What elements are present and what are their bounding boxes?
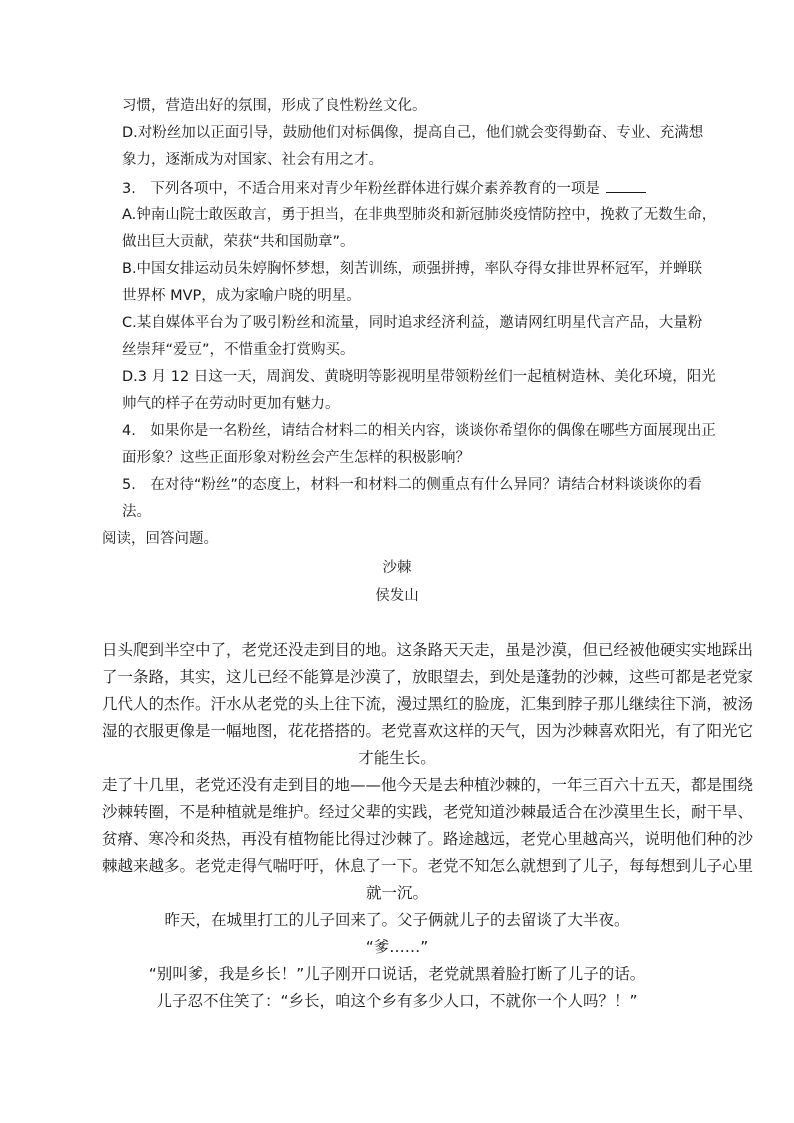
dialogue-line: 儿子忍不住笑了：“乡长，咱这个乡有多少人口，不就你一个人吗？！” xyxy=(156,992,638,1010)
option-b-line: 世界杯 MVP，成为家喻户晓的明星。 xyxy=(122,288,361,304)
paragraph-line: 几代人的杰作。汗水从老党的头上往下流，漫过黑红的脸庞，汇集到脖子那儿继续往下淌，被汤 xyxy=(102,695,754,713)
reading-instruction: 阅读，回答问题。 xyxy=(102,531,218,547)
option-b-line: B.中国女排运动员朱婷胸怀梦想，刻苦训练，顽强拼搏，率队夺得女排世界杯冠军，并蝉联 xyxy=(122,261,703,277)
dialogue-line: “别叫爹，我是乡长！”儿子刚开口说话，老党就黑着脸打断了儿子的话。 xyxy=(148,965,646,983)
paragraph-line: 昨天，在城里打工的儿子回来了。父子俩就儿子的去留谈了大半夜。 xyxy=(164,911,630,929)
paragraph-line: 日头爬到半空中了，老党还没走到目的地。这条路天天走，虽是沙漠，但已经被他硬实实地踩出 xyxy=(102,641,754,659)
option-d-line: 象力，逐渐成为对国家、社会有用之才。 xyxy=(122,152,383,168)
paragraph-line: 棘越来越多。老党走得气喘吁吁，休息了一下。老党不知怎么就想到了儿子，每每想到儿子心里 xyxy=(102,857,754,875)
paragraph-line: 湿的衣服更像是一幅地图，花花搭搭的。老党喜欢这样的天气，因为沙棘喜欢阳光，有了阳光它 xyxy=(102,722,754,740)
answer-blank xyxy=(606,178,646,193)
paragraph-line: 沙棘转圈，不是种植就是维护。经过父辈的实践，老党知道沙棘最适合在沙漠里生长，耐干旱、 xyxy=(102,803,754,821)
question-3-text: 3. 下列各项中，不适合用来对青少年粉丝群体进行媒介素养教育的一项是 xyxy=(122,181,600,197)
option-a-line: 做出巨大贡献，荣获“共和国勋章”。 xyxy=(122,234,355,250)
option-d-line: D.对粉丝加以正面引导，鼓励他们对标偶像，提高自己，他们就会变得勤奋、专业、充满想 xyxy=(122,125,704,141)
option-c-line: C.某自媒体平台为了吸引粉丝和流量，同时追求经济利益，邀请网红明星代言产品，大量粉 xyxy=(122,315,703,331)
question-4-line: 4. 如果你是一名粉丝，请结合材料二的相关内容，谈谈你希望你的偶像在哪些方面展现出正 xyxy=(122,423,716,439)
option-d-line: 帅气的样子在劳动时更加有魅力。 xyxy=(122,396,340,412)
option-a-line: A.钟南山院士敢医敢言，勇于担当，在非典型肺炎和新冠肺炎疫情防控中，挽救了无数生命， xyxy=(122,207,717,223)
question-4-line: 面形象？这些正面形象对粉丝会产生怎样的积极影响？ xyxy=(122,450,470,466)
question-3 xyxy=(122,178,646,199)
option-d-line: D.3 月 12 日这一天，周润发、黄晓明等影视明星带领粉丝们一起植树造林、美化环境，阳光 xyxy=(122,369,716,385)
paragraph-line: 贫瘠、寒冷和炎热，再没有植物能比得过沙棘了。路途越远，老党心里越高兴，说明他们种的沙 xyxy=(102,830,754,848)
paragraph-line: 才能生长。 xyxy=(358,749,436,767)
text-line: 习惯，营造出好的氛围，形成了良性粉丝文化。 xyxy=(122,98,427,114)
story-title: 沙棘 xyxy=(382,560,412,576)
question-5-line: 法。 xyxy=(122,504,151,520)
paragraph-line: 就一沉。 xyxy=(365,884,428,902)
story-author: 侯发山 xyxy=(375,588,419,604)
paragraph-line: 了一条路，其实，这儿已经不能算是沙漠了，放眼望去，到处是蓬勃的沙棘，这些可都是老党家 xyxy=(102,668,754,686)
dialogue-line: “爹……” xyxy=(365,938,429,956)
option-c-line: 丝崇拜“爱豆”，不惜重金打赏购买。 xyxy=(122,342,355,358)
paragraph-line: 走了十几里，老党还没有走到目的地——他今天是去种植沙棘的，一年三百六十五天，都是围绕 xyxy=(102,776,754,794)
question-5-line: 5. 在对待“粉丝”的态度上，材料一和材料二的侧重点有什么异同？请结合材料谈谈你的看 xyxy=(122,477,702,493)
